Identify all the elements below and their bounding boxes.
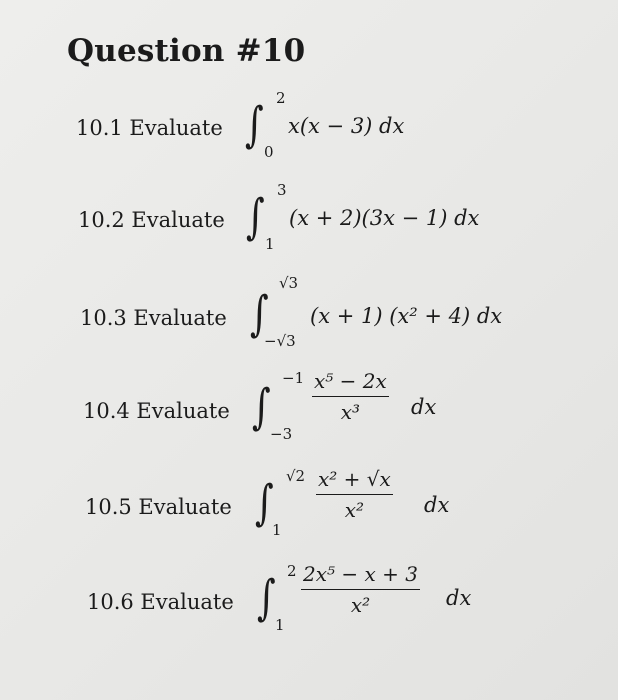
lower-limit: 1 xyxy=(272,521,282,539)
integrand-fraction xyxy=(312,369,389,424)
denominator: x³ xyxy=(340,400,361,424)
lower-limit: −3 xyxy=(270,425,293,443)
integral-sign: ∫ xyxy=(252,379,271,435)
problem-label: 10.4 Evaluate xyxy=(83,399,230,423)
differential: dx xyxy=(411,395,437,419)
numerator: 2x⁵ − x + 3 xyxy=(301,562,420,590)
lower-limit: 1 xyxy=(275,616,285,634)
upper-limit: √2 xyxy=(286,467,306,485)
integrand: (x + 2)(3x − 1) dx xyxy=(289,206,480,230)
problem-10-4 xyxy=(0,365,618,455)
upper-limit: 3 xyxy=(277,181,287,199)
problem-10-1 xyxy=(0,85,618,175)
integrand: (x + 1) (x² + 4) dx xyxy=(310,304,503,328)
problem-10-2 xyxy=(0,175,618,265)
integral-sign: ∫ xyxy=(257,570,276,626)
differential: dx xyxy=(446,586,472,610)
problem-label: 10.5 Evaluate xyxy=(85,495,232,519)
integrand-fraction xyxy=(301,562,420,617)
integral-sign: ∫ xyxy=(250,286,269,342)
problem-label: 10.2 Evaluate xyxy=(78,208,225,232)
problem-label: 10.1 Evaluate xyxy=(76,116,223,140)
denominator: x² xyxy=(350,593,371,617)
problem-10-6 xyxy=(0,558,618,648)
upper-limit: 2 xyxy=(276,89,286,107)
integral-sign: ∫ xyxy=(245,97,264,153)
problem-10-3 xyxy=(0,270,618,360)
integral-sign: ∫ xyxy=(246,189,265,245)
upper-limit: −1 xyxy=(282,369,305,387)
problem-10-5 xyxy=(0,463,618,553)
problem-label: 10.3 Evaluate xyxy=(80,306,227,330)
lower-limit: 1 xyxy=(265,235,275,253)
lower-limit: −√3 xyxy=(264,332,296,350)
differential: dx xyxy=(424,493,450,517)
integrand-fraction xyxy=(316,467,393,522)
lower-limit: 0 xyxy=(264,143,274,161)
problem-label: 10.6 Evaluate xyxy=(87,590,234,614)
upper-limit: 2 xyxy=(287,562,297,580)
integral-sign: ∫ xyxy=(255,475,274,531)
numerator: x² + √x xyxy=(316,467,393,495)
integrand: x(x − 3) dx xyxy=(288,114,405,138)
upper-limit: √3 xyxy=(279,274,299,292)
question-title: Question #10 xyxy=(67,33,306,69)
numerator: x⁵ − 2x xyxy=(312,369,389,397)
denominator: x² xyxy=(344,498,365,522)
